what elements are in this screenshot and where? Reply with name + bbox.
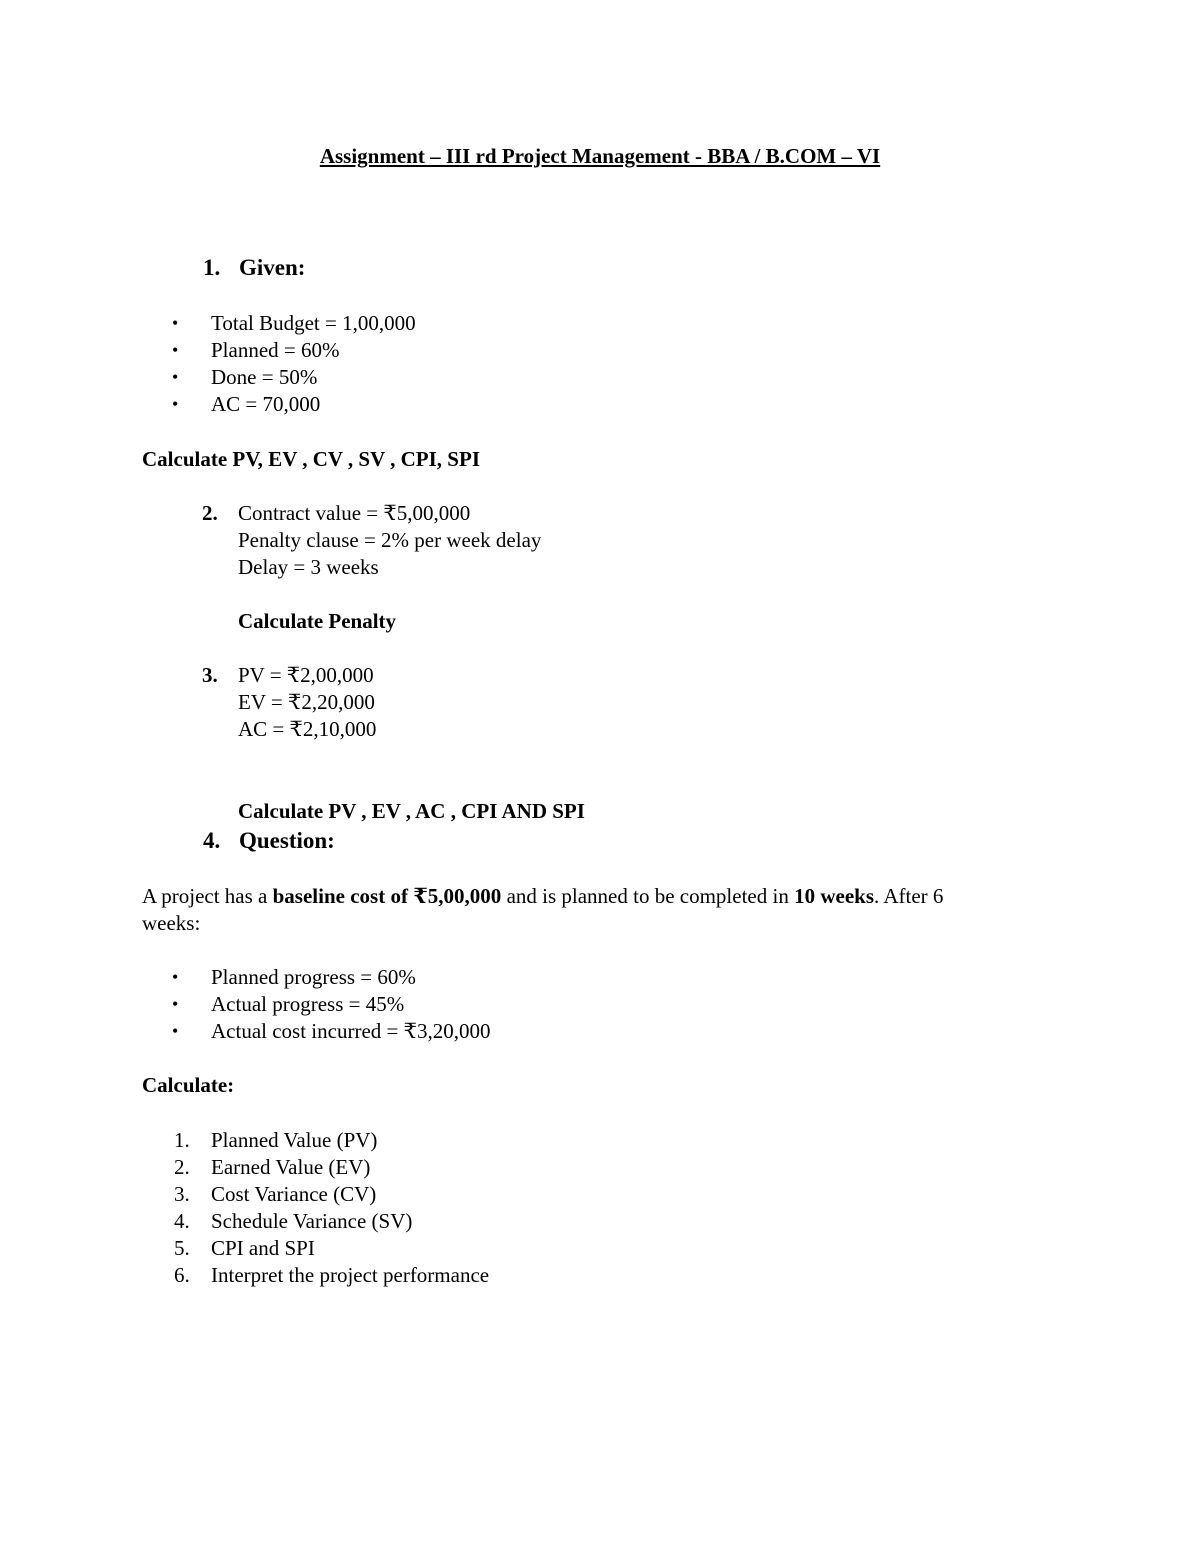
q2-line: Penalty clause = 2% per week delay [238, 528, 542, 552]
q3-number: 3. [202, 663, 218, 687]
bullet-icon: • [172, 994, 179, 1014]
bullet-icon: • [172, 313, 179, 333]
bullet-icon: • [172, 1021, 179, 1041]
q2-line: Delay = 3 weeks [238, 555, 379, 579]
q2-number: 2. [202, 501, 218, 525]
bullet-icon: • [172, 367, 179, 387]
q2-line: Contract value = ₹5,00,000 [238, 501, 471, 525]
page-title: Assignment – III rd Project Management - BBA / B.COM – VI [319, 144, 881, 168]
q3-line: AC = ₹2,10,000 [238, 717, 377, 741]
q1-heading-text: Given: [239, 255, 306, 280]
q1-number: 1. [203, 255, 221, 280]
q3-line: EV = ₹2,20,000 [238, 690, 375, 714]
bullet-icon: • [172, 394, 179, 414]
q4-paragraph-line1: A project has a baseline cost of ₹5,00,000 and is planned to be completed in 10 weeks. After 6 [142, 884, 944, 908]
q4-paragraph-line2: weeks: [142, 911, 201, 935]
q1-instruction: Calculate PV, EV , CV , SV , CPI, SPI [142, 447, 480, 471]
bullet-icon: • [172, 340, 179, 360]
q4-heading-text: Question: [239, 828, 335, 853]
q4-number: 4. [203, 828, 221, 853]
q3-line: PV = ₹2,00,000 [238, 663, 374, 687]
q4-calc-label: Calculate: [142, 1073, 235, 1097]
bullet-icon: • [172, 967, 179, 987]
q3-instruction: Calculate PV , EV , AC , CPI AND SPI [238, 799, 585, 823]
q2-instruction: Calculate Penalty [238, 609, 397, 633]
